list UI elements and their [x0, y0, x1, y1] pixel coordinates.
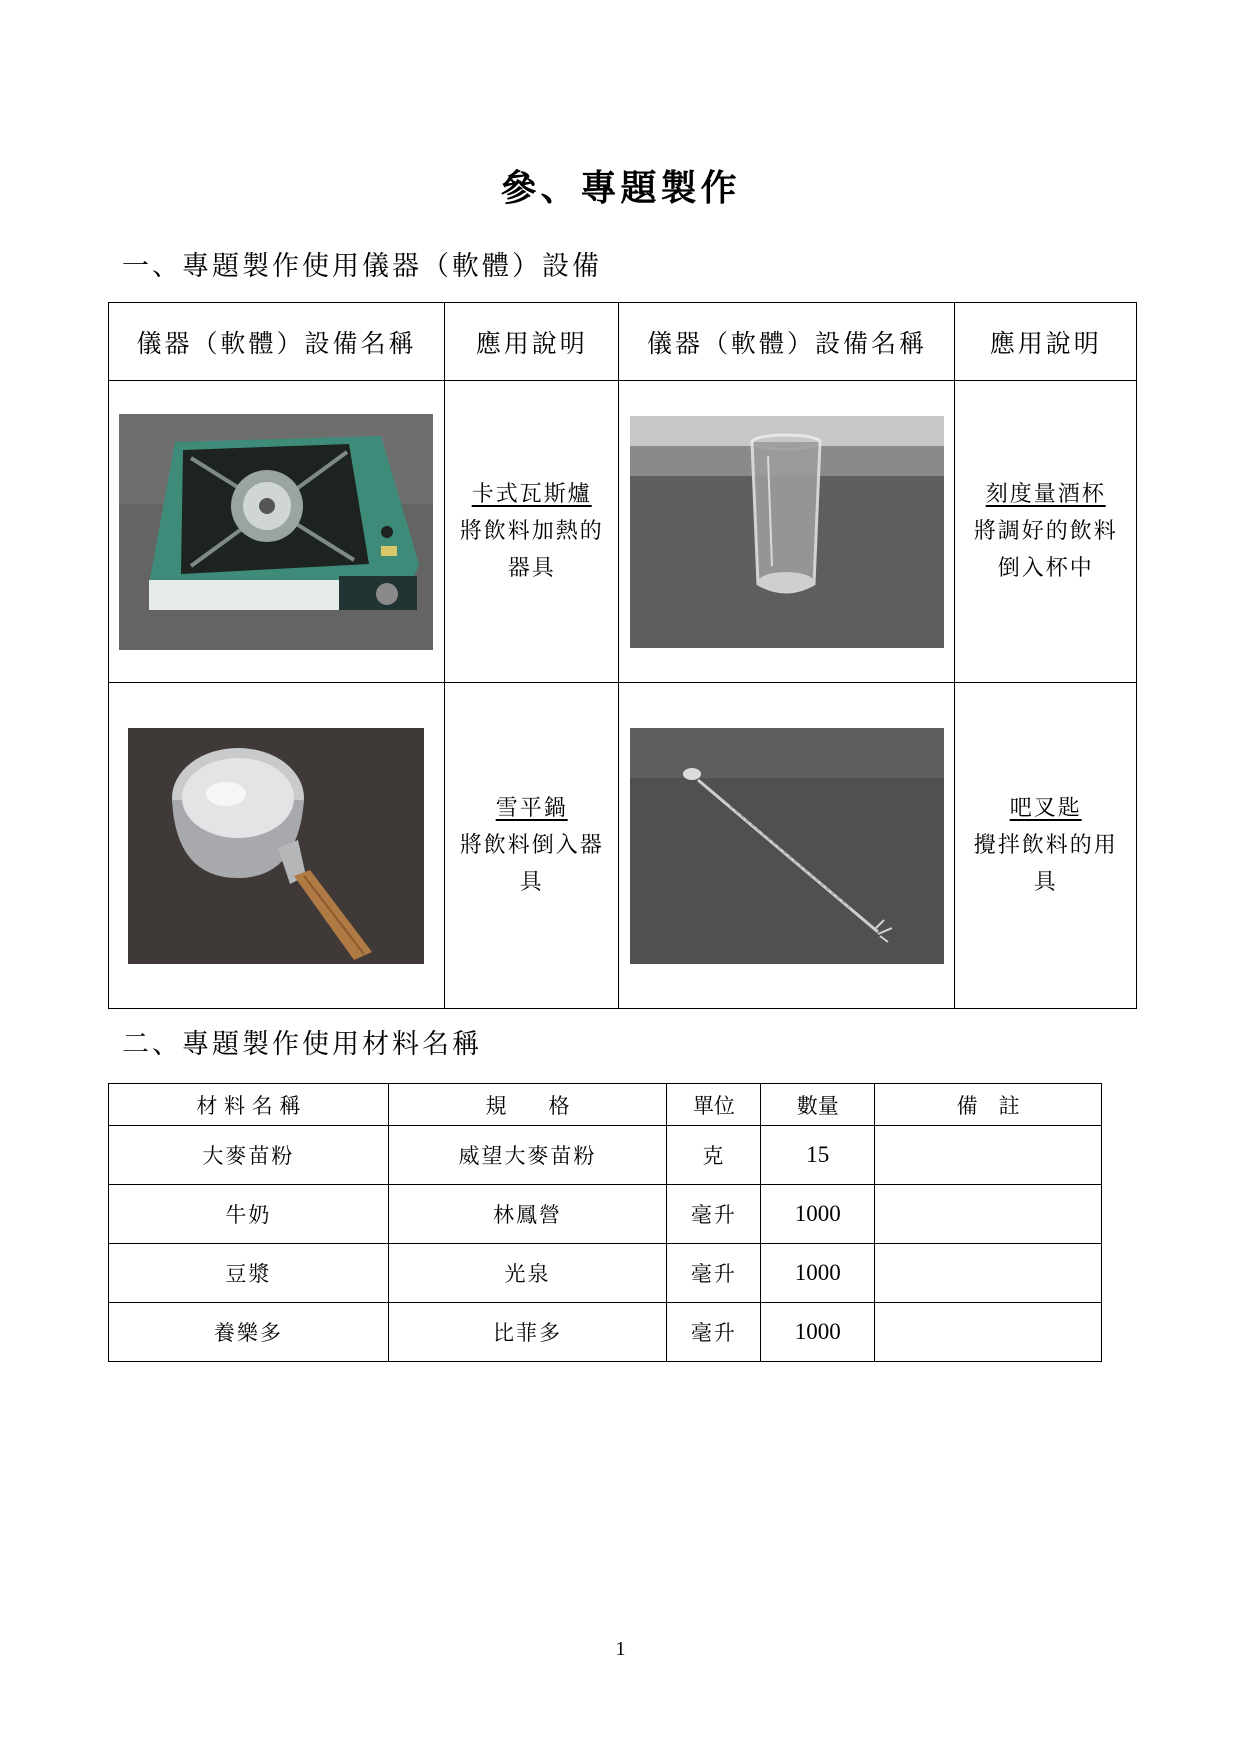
- materials-table-header-row: [109, 1084, 1102, 1126]
- equipment-name: 刻度量酒杯: [985, 482, 1106, 507]
- equipment-photo-cell: [619, 683, 955, 1009]
- equipment-photo-cell: [619, 381, 955, 683]
- equipment-description-cell: [444, 683, 619, 1009]
- table-row: [109, 683, 1137, 1009]
- material-note: [875, 1303, 1102, 1362]
- equipment-description-cell: [955, 683, 1137, 1009]
- material-note: [875, 1244, 1102, 1303]
- header-quantity: 數量: [761, 1084, 875, 1126]
- header-unit: 單位: [667, 1084, 761, 1126]
- material-name: 大麥苗粉: [109, 1126, 389, 1185]
- material-spec: 光泉: [388, 1244, 667, 1303]
- table-row: [109, 1244, 1102, 1303]
- header-material-name: 材 料 名 稱: [109, 1084, 389, 1126]
- material-unit: 毫升: [667, 1303, 761, 1362]
- material-unit: 毫升: [667, 1185, 761, 1244]
- equipment-photo-cell: [109, 381, 445, 683]
- gas-stove-photo: [119, 414, 433, 650]
- table-row: [109, 381, 1137, 683]
- material-note: [875, 1126, 1102, 1185]
- material-unit: 克: [667, 1126, 761, 1185]
- equipment-description-cell: [444, 381, 619, 683]
- equipment-table: [108, 302, 1137, 1009]
- equipment-photo-cell: [109, 683, 445, 1009]
- measuring-glass-photo: [630, 416, 944, 648]
- header-note: 備 註: [875, 1084, 1102, 1126]
- equipment-description: 將飲料加熱的器具: [459, 519, 604, 581]
- equipment-name: 吧叉匙: [1009, 796, 1082, 821]
- table-row: [109, 1126, 1102, 1185]
- material-spec: 比菲多: [388, 1303, 667, 1362]
- material-quantity: 1000: [761, 1303, 875, 1362]
- equipment-description: 將調好的飲料倒入杯中: [973, 519, 1118, 581]
- equipment-description: 將飲料倒入器具: [459, 833, 604, 895]
- equipment-name: 卡式瓦斯爐: [471, 482, 592, 507]
- page-title: 參、專題製作: [500, 167, 741, 209]
- header-equipment-name: 儀器（軟體）設備名稱: [619, 303, 955, 381]
- header-application: 應用說明: [444, 303, 619, 381]
- material-name: 豆漿: [109, 1244, 389, 1303]
- table-row: [109, 1185, 1102, 1244]
- equipment-name: 雪平鍋: [495, 796, 568, 821]
- material-quantity: 1000: [761, 1244, 875, 1303]
- bar-spoon-photo: [630, 728, 944, 964]
- material-unit: 毫升: [667, 1244, 761, 1303]
- material-note: [875, 1185, 1102, 1244]
- material-spec: 林鳳營: [388, 1185, 667, 1244]
- saucepan-photo: [128, 728, 424, 964]
- material-quantity: 1000: [761, 1185, 875, 1244]
- material-spec: 威望大麥苗粉: [388, 1126, 667, 1185]
- header-equipment-name: 儀器（軟體）設備名稱: [109, 303, 445, 381]
- material-name: 養樂多: [109, 1303, 389, 1362]
- table-row: [109, 1303, 1102, 1362]
- section-heading-equipment: 一、專題製作使用儀器（軟體）設備: [122, 251, 602, 282]
- page-number: 1: [615, 1638, 626, 1660]
- equipment-description-cell: [955, 381, 1137, 683]
- equipment-table-header-row: [109, 303, 1137, 381]
- material-name: 牛奶: [109, 1185, 389, 1244]
- header-application: 應用說明: [955, 303, 1137, 381]
- materials-table: [108, 1083, 1102, 1362]
- equipment-description: 攪拌飲料的用具: [973, 833, 1118, 895]
- material-quantity: 15: [761, 1126, 875, 1185]
- section-heading-materials: 二、專題製作使用材料名稱: [122, 1029, 482, 1060]
- header-spec: 規 格: [388, 1084, 667, 1126]
